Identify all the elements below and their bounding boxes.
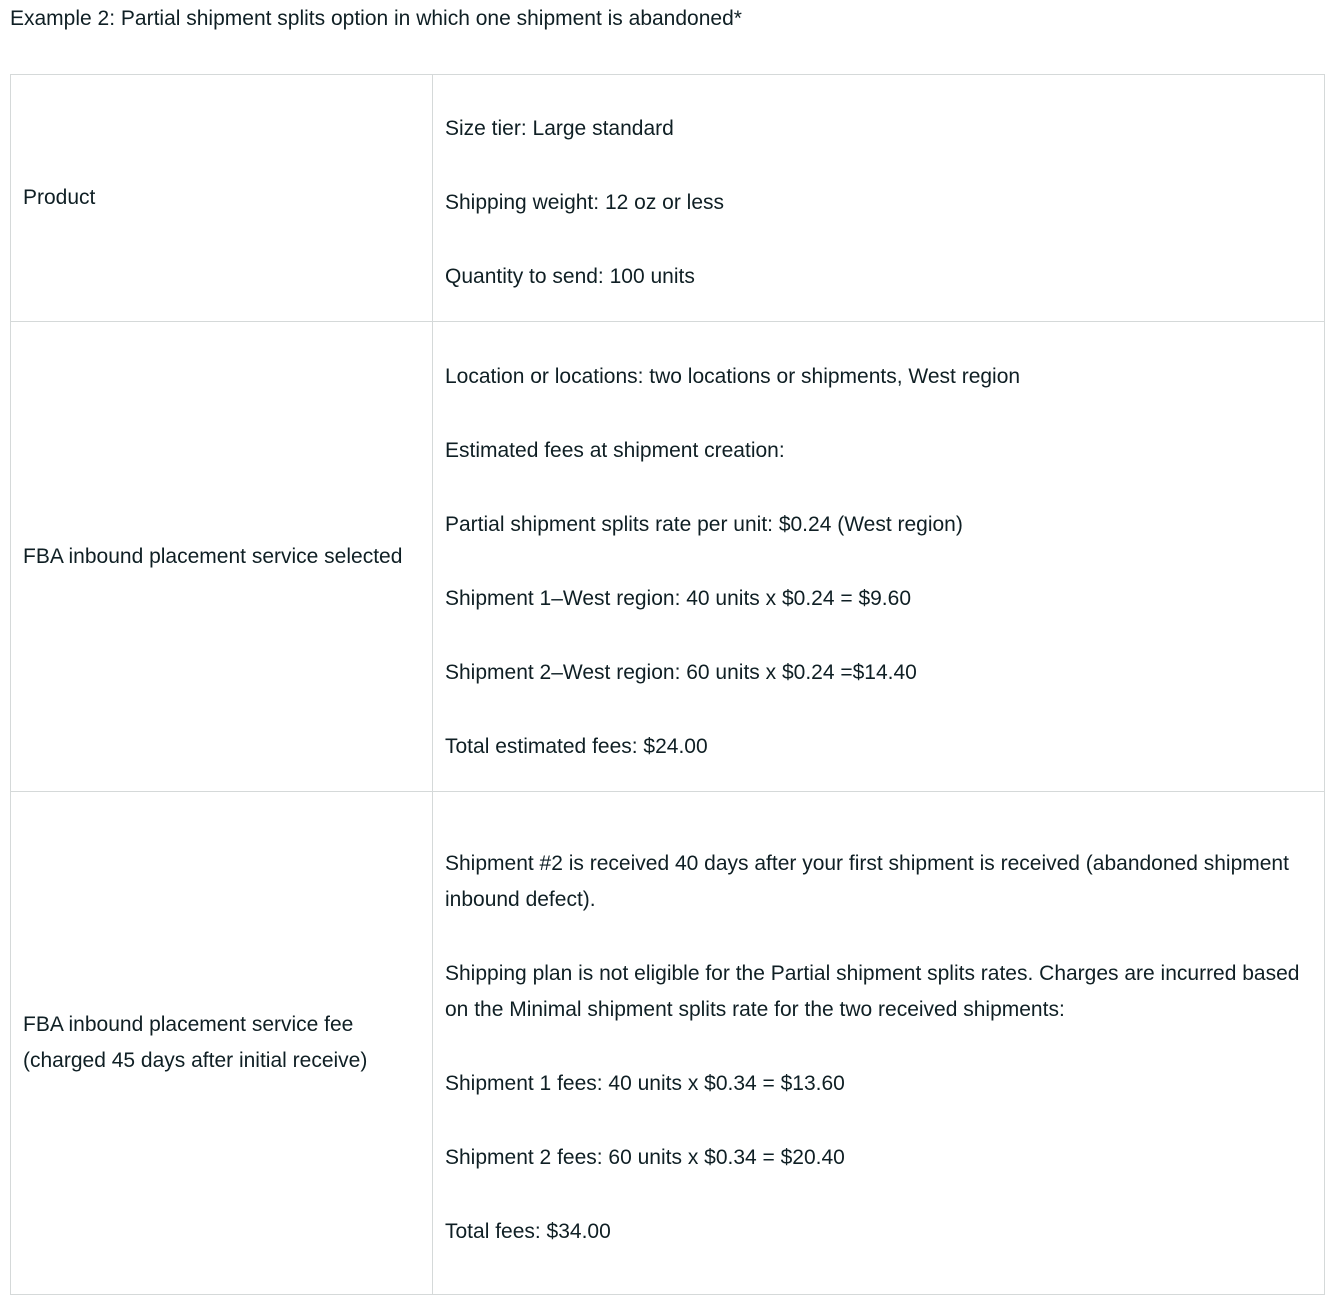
row-label-cell: FBA inbound placement service fee (charged 45 days after initial receive) [11, 792, 433, 1295]
detail-line: Shipment 2 fees: 60 units x $0.34 = $20.40 [445, 1146, 845, 1169]
detail-line: Quantity to send: 100 units [445, 265, 695, 288]
detail-line: Location or locations: two locations or shipments, West region [445, 364, 1021, 388]
detail-line: Total estimated fees: $24.00 [445, 734, 708, 758]
detail-line: Shipping weight: 12 oz or less [445, 191, 724, 214]
table-row [11, 322, 1325, 792]
table-row [11, 75, 1325, 322]
detail-line: Total fees: $34.00 [445, 1220, 611, 1243]
row-value-cell [433, 75, 1325, 322]
detail-line: Shipment 2–West region: 60 units x $0.24 =$14.40 [445, 660, 917, 684]
table-row [11, 792, 1325, 1295]
detail-line: Size tier: Large standard [445, 117, 674, 140]
detail-line: Shipment #2 is received 40 days after your first shipment is received (abandoned shipment inbound defect). [445, 852, 1289, 911]
detail-line: Estimated fees at shipment creation: [445, 438, 785, 462]
detail-line: Shipment 1 fees: 40 units x $0.34 = $13.60 [445, 1072, 845, 1095]
row-label-cell: FBA inbound placement service selected [11, 322, 433, 792]
row-value-cell [433, 792, 1325, 1295]
fee-example-table [10, 74, 1325, 1295]
detail-line: Shipment 1–West region: 40 units x $0.24 = $9.60 [445, 586, 911, 610]
detail-line: Shipping plan is not eligible for the Partial shipment splits rates. Charges are incurred based on the Minimal shipment splits rate for the two received shipments: [445, 962, 1300, 1021]
row-value-cell [433, 322, 1325, 792]
page-title: Example 2: Partial shipment splits option in which one shipment is abandoned* [10, 7, 742, 30]
row-label-cell: Product [11, 75, 433, 322]
detail-line: Partial shipment splits rate per unit: $0.24 (West region) [445, 512, 963, 536]
